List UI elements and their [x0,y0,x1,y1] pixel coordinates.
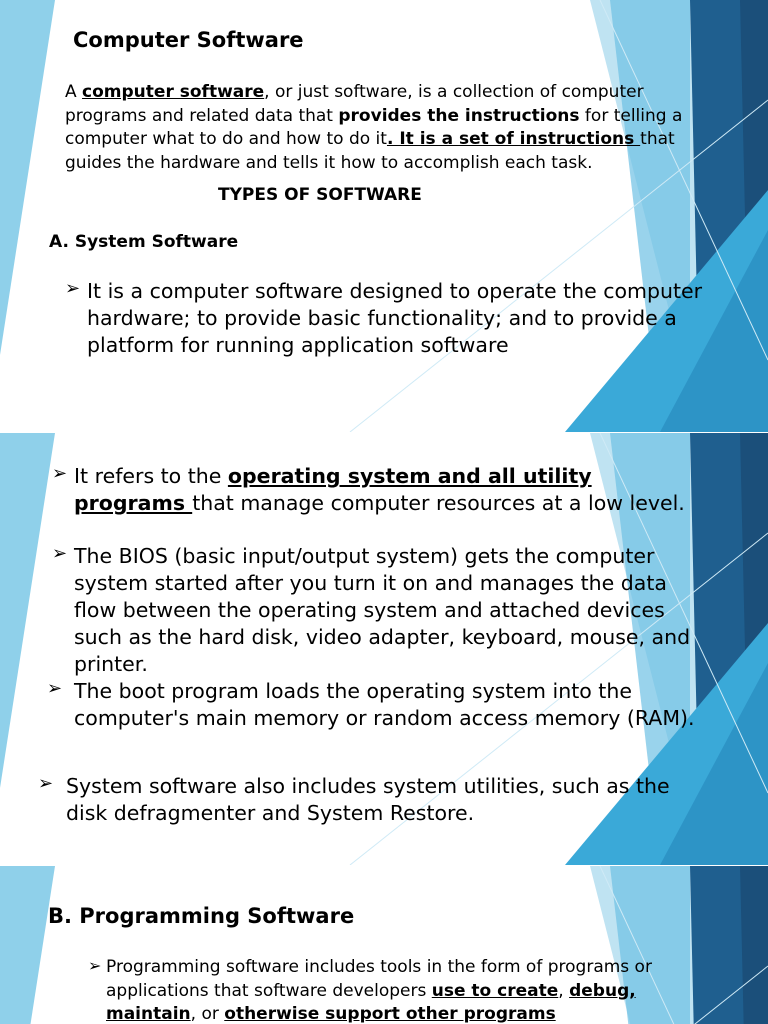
list-item [47,678,700,732]
text-run: A [65,82,83,102]
arrow-bullet-icon: ➢ [88,956,102,975]
bullet-text [74,678,700,732]
arrow-bullet-icon: ➢ [38,773,54,794]
emphasized-text: maintain [106,1004,191,1024]
text-run: System software also includes system utilities, such as the disk defragmenter and System Restore. [66,774,670,825]
slide-title: Computer Software [73,28,304,52]
bullet-text [74,463,700,517]
text-run: , or just software, is a collection of computer programs and related data that [65,82,644,126]
emphasized-text: provides the instructions [338,105,580,126]
slide-1 [0,0,768,432]
list-item [52,463,700,517]
slide-3 [0,866,768,1024]
section-b-heading: B. Programming Software [48,904,355,928]
emphasized-text: debug, [569,980,636,1001]
text-run: for telling a computer what to do and how to do it [65,105,683,149]
emphasized-text: . It is a set of instructions [386,129,641,149]
list-item [52,543,700,678]
bullet-text [74,543,700,678]
left-accent-shape [0,433,55,788]
intro-paragraph [65,81,725,175]
slide-2 [0,433,768,865]
list-item [38,773,700,827]
right-edge-shape [740,866,768,1024]
text-run: The boot program loads the operating system into the computer's main memory or random access memory (RAM). [74,679,695,730]
left-accent-shape [0,0,55,355]
text-run: that guides the hardware and tells it how to accomplish each task. [65,129,675,173]
emphasized-text: otherwise support other programs [224,1004,556,1024]
list-item [65,278,715,359]
types-heading: TYPES OF SOFTWARE [218,185,422,205]
emphasized-text: computer software [82,82,265,102]
text-run: Programming software includes tools in the form of programs or applications that software developers [106,957,652,1001]
bullet-text: It is a computer software designed to operate the computer hardware; to provide basic functionality; and to provide a platform for running application software [87,279,703,357]
text-run: that manage computer resources at a low level. [192,491,685,515]
emphasized-text: use to create [431,980,559,1001]
text-run: The BIOS (basic input/output system) gets the computer system started after you turn it on and manages the data flow between the operating system and attached devices such as the hard disk, video adapter, keyboard, mouse, and printer. [74,544,691,676]
text-run: It refers to the [74,464,228,488]
section-a-heading: A. System Software [49,232,239,252]
left-accent-shape [0,866,55,1024]
arrow-bullet-icon: ➢ [65,278,81,299]
arrow-bullet-icon: ➢ [52,543,68,564]
bullet-text [106,956,708,1024]
arrow-bullet-icon: ➢ [47,678,63,699]
slide-background [0,0,768,432]
arrow-bullet-icon: ➢ [52,463,68,484]
text-run: , [558,980,570,1001]
text-run: , or [190,1004,225,1024]
list-item [88,956,708,1024]
bullet-text [66,773,700,827]
emphasized-text: operating system and all utility programs [74,464,592,515]
